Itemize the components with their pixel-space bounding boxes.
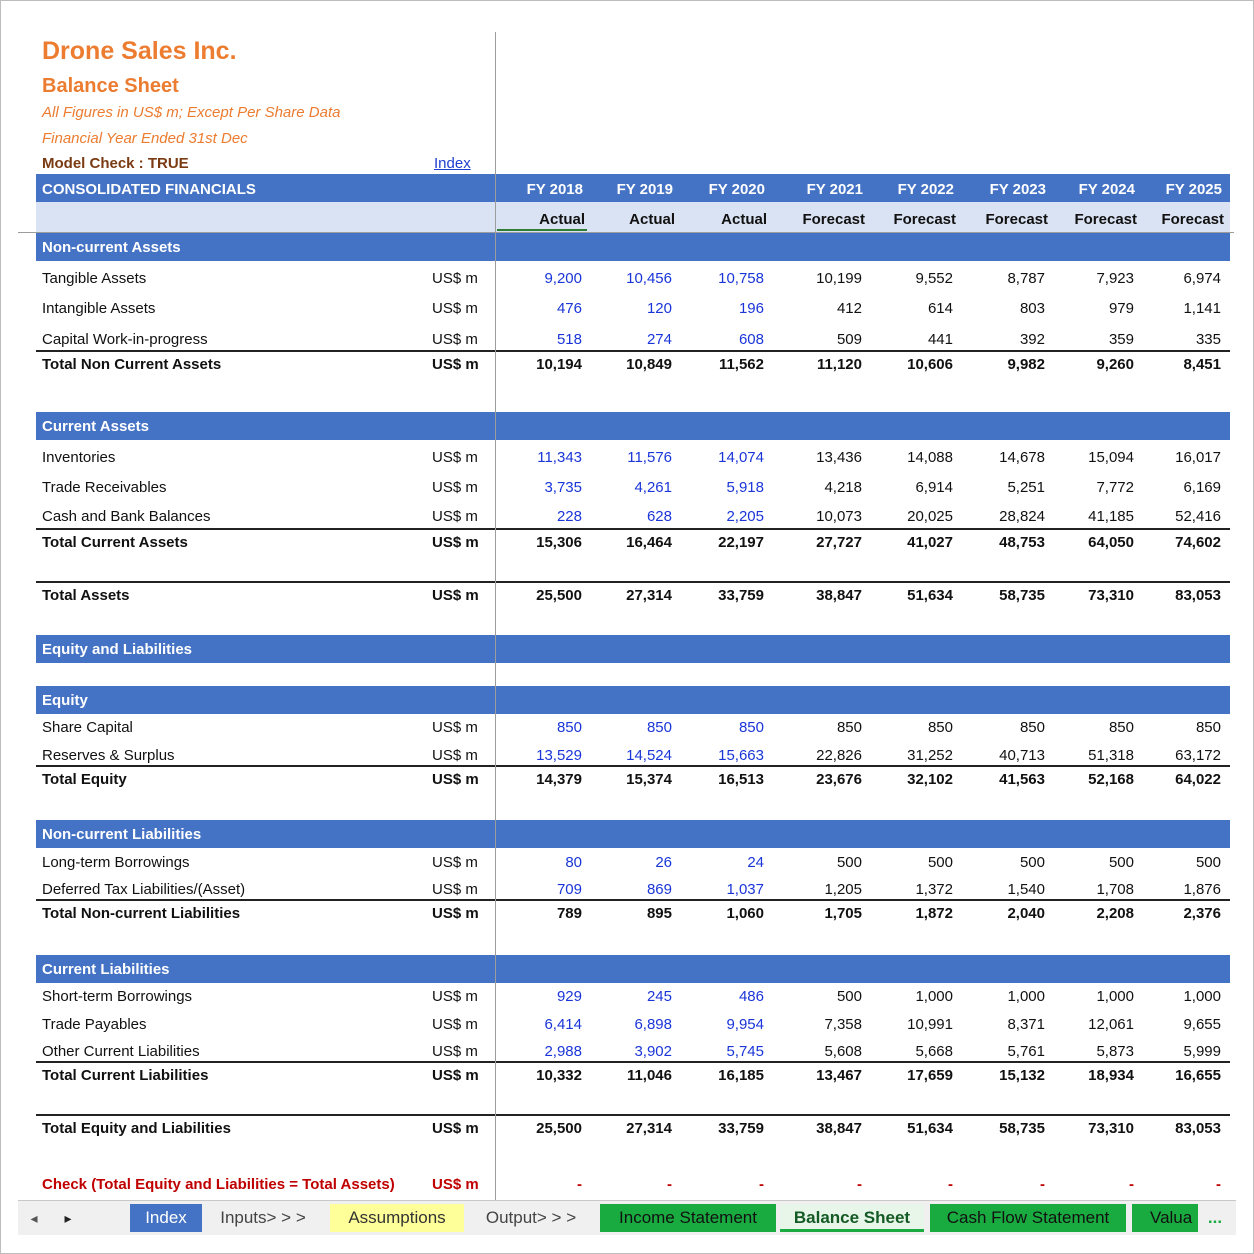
unit-label: US$ m: [432, 479, 478, 496]
value-cell[interactable]: 9,200: [544, 270, 582, 287]
period-type-header: Forecast: [802, 211, 865, 228]
value-cell[interactable]: 25,500: [536, 587, 582, 604]
value-cell[interactable]: 10,456: [626, 270, 672, 287]
unit-label: US$ m: [432, 1043, 478, 1060]
value-cell[interactable]: 929: [556, 988, 582, 1005]
value-cell[interactable]: 895: [646, 905, 672, 922]
value-cell[interactable]: 196: [738, 300, 764, 317]
value-cell[interactable]: 7,358: [824, 1016, 862, 1033]
value-cell[interactable]: 1,000: [1096, 988, 1134, 1005]
value-cell[interactable]: -: [857, 1176, 862, 1193]
period-type-header: Actual: [539, 211, 585, 228]
year-header: FY 2021: [806, 181, 863, 198]
value-cell[interactable]: 51,318: [1088, 747, 1134, 764]
value-cell[interactable]: 52,416: [1175, 508, 1221, 525]
next-sheet-icon[interactable]: ▸: [64, 1210, 72, 1226]
row-label: Cash and Bank Balances: [42, 508, 211, 525]
value-cell[interactable]: 17,659: [907, 1067, 953, 1084]
value-cell[interactable]: 64,022: [1175, 771, 1221, 788]
value-cell[interactable]: 850: [927, 719, 953, 736]
value-cell[interactable]: 500: [1195, 854, 1221, 871]
unit-label: US$ m: [432, 1176, 479, 1193]
total-row: [36, 899, 1230, 925]
row-label: Short-term Borrowings: [42, 988, 193, 1005]
value-cell[interactable]: 27,314: [626, 587, 672, 604]
value-cell[interactable]: 20,025: [907, 508, 953, 525]
value-cell[interactable]: 63,172: [1175, 747, 1221, 764]
unit-label: US$ m: [432, 905, 479, 922]
value-cell[interactable]: 83,053: [1175, 587, 1221, 604]
company-title: Drone Sales Inc.: [42, 37, 237, 65]
table-row: [36, 475, 1230, 499]
value-cell[interactable]: 12,061: [1088, 1016, 1134, 1033]
value-cell[interactable]: 335: [1195, 331, 1221, 348]
value-cell[interactable]: 16,655: [1175, 1067, 1221, 1084]
value-cell[interactable]: 476: [556, 300, 582, 317]
value-cell[interactable]: 803: [1019, 300, 1045, 317]
section-non-current-liabilities: [36, 820, 1230, 848]
unit-label: US$ m: [432, 587, 479, 604]
row-label: Total Equity: [42, 771, 127, 788]
row-label: Capital Work-in-progress: [42, 331, 208, 348]
value-cell[interactable]: 40,713: [999, 747, 1045, 764]
sheet-tab-bar: [18, 1200, 1236, 1235]
value-cell[interactable]: 850: [1019, 719, 1045, 736]
value-cell[interactable]: 10,332: [536, 1067, 582, 1084]
value-cell[interactable]: -: [1040, 1176, 1045, 1193]
row-label: Trade Payables: [42, 1016, 147, 1033]
value-cell[interactable]: 13,529: [536, 747, 582, 764]
value-cell[interactable]: 51,634: [907, 587, 953, 604]
value-cell[interactable]: 228: [556, 508, 582, 525]
value-cell[interactable]: -: [1216, 1176, 1221, 1193]
year-header: FY 2019: [616, 181, 673, 198]
value-cell[interactable]: 1,876: [1183, 881, 1221, 898]
value-cell[interactable]: 8,787: [1007, 270, 1045, 287]
value-cell[interactable]: 5,608: [824, 1043, 862, 1060]
value-cell[interactable]: 28,824: [999, 508, 1045, 525]
row-label: Trade Receivables: [42, 479, 167, 496]
value-cell[interactable]: 27,727: [816, 534, 862, 551]
value-cell[interactable]: 486: [738, 988, 764, 1005]
table-row: [36, 877, 1230, 901]
period-type-header: Forecast: [1161, 211, 1224, 228]
section-label: Equity: [42, 692, 88, 709]
row-label: Check (Total Equity and Liabilities = Total Assets): [42, 1176, 395, 1193]
value-cell[interactable]: 11,562: [718, 356, 764, 373]
value-cell[interactable]: 7,923: [1096, 270, 1134, 287]
value-cell[interactable]: 38,847: [816, 587, 862, 604]
section-equity: [36, 686, 1230, 714]
row-label: Total Current Assets: [42, 534, 188, 551]
value-cell[interactable]: 16,185: [718, 1067, 764, 1084]
value-cell[interactable]: 1,060: [726, 905, 764, 922]
period-type-header: Forecast: [1074, 211, 1137, 228]
unit-label: US$ m: [432, 449, 478, 466]
value-cell[interactable]: 500: [836, 854, 862, 871]
value-cell[interactable]: 31,252: [907, 747, 953, 764]
section-current-liabilities: [36, 955, 1230, 983]
row-label: Long-term Borrowings: [42, 854, 190, 871]
value-cell[interactable]: 51,634: [907, 1120, 953, 1137]
value-cell[interactable]: 16,464: [626, 534, 672, 551]
unit-label: US$ m: [432, 534, 479, 551]
value-cell[interactable]: 15,374: [626, 771, 672, 788]
value-cell[interactable]: 6,169: [1183, 479, 1221, 496]
value-cell[interactable]: 5,873: [1096, 1043, 1134, 1060]
year-header: FY 2024: [1078, 181, 1135, 198]
value-cell[interactable]: 15,094: [1088, 449, 1134, 466]
total-row: [36, 528, 1230, 554]
value-cell[interactable]: 614: [927, 300, 953, 317]
frozen-pane-divider: [495, 32, 496, 1200]
value-cell[interactable]: 10,991: [907, 1016, 953, 1033]
row-label: Inventories: [42, 449, 116, 466]
value-cell[interactable]: 15,663: [718, 747, 764, 764]
unit-label: US$ m: [432, 300, 478, 317]
value-cell[interactable]: 500: [927, 854, 953, 871]
value-cell[interactable]: 14,379: [536, 771, 582, 788]
value-cell[interactable]: 1,141: [1183, 300, 1221, 317]
value-cell[interactable]: 6,914: [915, 479, 953, 496]
section-label: Current Liabilities: [42, 961, 170, 978]
value-cell[interactable]: 5,745: [726, 1043, 764, 1060]
value-cell[interactable]: 979: [1108, 300, 1134, 317]
value-cell[interactable]: 2,988: [544, 1043, 582, 1060]
value-cell[interactable]: 2,376: [1183, 905, 1221, 922]
row-label: Intangible Assets: [42, 300, 156, 317]
value-cell[interactable]: 80: [565, 854, 582, 871]
value-cell[interactable]: 14,678: [999, 449, 1045, 466]
value-cell[interactable]: 33,759: [718, 587, 764, 604]
sheet-title: Balance Sheet: [42, 75, 179, 97]
prev-sheet-icon[interactable]: ◂: [30, 1210, 38, 1226]
row-label: Reserves & Surplus: [42, 747, 175, 764]
units-note: All Figures in US$ m; Except Per Share Data: [42, 104, 341, 121]
value-cell[interactable]: 850: [646, 719, 672, 736]
value-cell[interactable]: 26: [655, 854, 672, 871]
value-cell[interactable]: 274: [646, 331, 672, 348]
value-cell[interactable]: 24: [747, 854, 764, 871]
value-cell[interactable]: 11,046: [626, 1067, 672, 1084]
value-cell[interactable]: 74,602: [1175, 534, 1221, 551]
value-cell[interactable]: 9,655: [1183, 1016, 1221, 1033]
year-header: FY 2022: [897, 181, 954, 198]
value-cell[interactable]: 850: [556, 719, 582, 736]
unit-label: US$ m: [432, 1016, 478, 1033]
period-type-header: Forecast: [893, 211, 956, 228]
value-cell[interactable]: 8,451: [1183, 356, 1221, 373]
value-cell[interactable]: 33,759: [718, 1120, 764, 1137]
total-row: [36, 765, 1230, 791]
value-cell[interactable]: 608: [738, 331, 764, 348]
unit-label: US$ m: [432, 771, 479, 788]
value-cell[interactable]: 8,371: [1007, 1016, 1045, 1033]
value-cell[interactable]: 10,849: [626, 356, 672, 373]
value-cell[interactable]: 10,606: [907, 356, 953, 373]
row-label: Total Non-current Liabilities: [42, 905, 241, 922]
value-cell[interactable]: 9,954: [726, 1016, 764, 1033]
value-cell[interactable]: 14,088: [907, 449, 953, 466]
row-label: Share Capital: [42, 719, 133, 736]
row-label: Total Equity and Liabilities: [42, 1120, 231, 1137]
value-cell[interactable]: 48,753: [999, 534, 1045, 551]
value-cell[interactable]: 245: [646, 988, 672, 1005]
value-cell[interactable]: 850: [1195, 719, 1221, 736]
unit-label: US$ m: [432, 331, 478, 348]
value-cell[interactable]: -: [948, 1176, 953, 1193]
value-cell[interactable]: 441: [927, 331, 953, 348]
selected-cell-underline: [497, 229, 587, 231]
period-type-header: Actual: [721, 211, 767, 228]
row-label: Deferred Tax Liabilities/(Asset): [42, 881, 246, 898]
value-cell[interactable]: 4,261: [634, 479, 672, 496]
value-cell[interactable]: 11,343: [537, 449, 582, 466]
value-cell[interactable]: 9,260: [1096, 356, 1134, 373]
value-cell[interactable]: 10,073: [816, 508, 862, 525]
value-cell[interactable]: 850: [738, 719, 764, 736]
section-label: Non-current Liabilities: [42, 826, 202, 843]
value-cell[interactable]: 13,436: [816, 449, 862, 466]
value-cell[interactable]: 1,000: [1007, 988, 1045, 1005]
value-cell[interactable]: 500: [836, 988, 862, 1005]
value-cell[interactable]: 359: [1108, 331, 1134, 348]
value-cell[interactable]: 1,372: [915, 881, 953, 898]
value-cell[interactable]: 73,310: [1088, 587, 1134, 604]
value-cell[interactable]: -: [667, 1176, 672, 1193]
value-cell[interactable]: 2,040: [1007, 905, 1045, 922]
fiscal-year-note: Financial Year Ended 31st Dec: [42, 130, 248, 147]
row-label: Total Assets: [42, 587, 130, 604]
value-cell[interactable]: 500: [1019, 854, 1045, 871]
unit-label: US$ m: [432, 854, 478, 871]
unit-label: US$ m: [432, 881, 478, 898]
row-label: Total Non Current Assets: [42, 356, 222, 373]
tab-inputs[interactable]: Inputs> > >: [220, 1208, 306, 1227]
value-cell[interactable]: 709: [556, 881, 582, 898]
value-cell[interactable]: 1,705: [824, 905, 862, 922]
value-cell[interactable]: 10,199: [816, 270, 862, 287]
unit-label: US$ m: [432, 508, 478, 525]
year-header: FY 2020: [708, 181, 765, 198]
value-cell[interactable]: 64,050: [1088, 534, 1134, 551]
value-cell[interactable]: 789: [556, 905, 582, 922]
value-cell[interactable]: 1,037: [726, 881, 764, 898]
value-cell[interactable]: -: [577, 1176, 582, 1193]
table-row: [36, 1039, 1230, 1063]
year-header: FY 2018: [526, 181, 583, 198]
table-row: [36, 445, 1230, 469]
value-cell[interactable]: 25,500: [536, 1120, 582, 1137]
table-row: [36, 850, 1230, 874]
value-cell[interactable]: 41,027: [907, 534, 953, 551]
value-cell[interactable]: -: [1129, 1176, 1134, 1193]
tab-balance-sheet[interactable]: Balance Sheet: [780, 1204, 924, 1232]
value-cell[interactable]: 4,218: [824, 479, 862, 496]
table-row: [36, 504, 1230, 528]
value-cell[interactable]: 5,251: [1007, 479, 1045, 496]
value-cell[interactable]: 509: [836, 331, 862, 348]
tab-income-statement[interactable]: Income Statement: [600, 1204, 776, 1232]
tab-index[interactable]: Index: [130, 1204, 202, 1232]
value-cell[interactable]: -: [759, 1176, 764, 1193]
section-equity-and-liabilities: [36, 635, 1230, 663]
table-row: [36, 296, 1230, 320]
value-cell[interactable]: 5,761: [1007, 1043, 1045, 1060]
value-cell[interactable]: 6,414: [544, 1016, 582, 1033]
value-cell[interactable]: 73,310: [1088, 1120, 1134, 1137]
value-cell[interactable]: 15,306: [536, 534, 582, 551]
value-cell[interactable]: 5,668: [915, 1043, 953, 1060]
value-cell[interactable]: 10,194: [536, 356, 582, 373]
value-cell[interactable]: 10,758: [718, 270, 764, 287]
value-cell[interactable]: 1,540: [1007, 881, 1045, 898]
value-cell[interactable]: 5,918: [726, 479, 764, 496]
value-cell[interactable]: 1,000: [1183, 988, 1221, 1005]
value-cell[interactable]: 14,074: [718, 449, 764, 466]
value-cell[interactable]: 22,197: [718, 534, 764, 551]
value-cell[interactable]: 120: [646, 300, 672, 317]
unit-label: US$ m: [432, 988, 478, 1005]
value-cell[interactable]: 2,205: [726, 508, 764, 525]
value-cell[interactable]: 14,524: [626, 747, 672, 764]
value-cell[interactable]: 518: [556, 331, 582, 348]
value-cell[interactable]: 412: [836, 300, 862, 317]
value-cell[interactable]: 9,552: [915, 270, 953, 287]
value-cell[interactable]: 500: [1108, 854, 1134, 871]
section-label: Non-current Assets: [42, 239, 181, 256]
table-row: [36, 1012, 1230, 1036]
total-row: [36, 350, 1230, 376]
value-cell[interactable]: 1,872: [915, 905, 953, 922]
section-label: Current Assets: [42, 418, 149, 435]
total-row: [36, 1114, 1230, 1140]
tab-cash-flow-statement[interactable]: Cash Flow Statement: [930, 1204, 1126, 1232]
unit-label: US$ m: [432, 1067, 479, 1084]
value-cell[interactable]: 32,102: [907, 771, 953, 788]
value-cell[interactable]: 628: [646, 508, 672, 525]
unit-label: US$ m: [432, 1120, 479, 1137]
index-link[interactable]: Index: [434, 155, 471, 172]
unit-label: US$ m: [432, 270, 478, 287]
value-cell[interactable]: 11,576: [627, 449, 672, 466]
value-cell[interactable]: 38,847: [816, 1120, 862, 1137]
value-cell[interactable]: 58,735: [999, 1120, 1045, 1137]
value-cell[interactable]: 18,934: [1088, 1067, 1134, 1084]
section-label: Equity and Liabilities: [42, 641, 193, 658]
table-row: [36, 743, 1230, 767]
value-cell[interactable]: 3,735: [544, 479, 582, 496]
value-cell[interactable]: 83,053: [1175, 1120, 1221, 1137]
more-tabs-icon[interactable]: ...: [1207, 1208, 1223, 1227]
total-row: [36, 581, 1230, 607]
value-cell[interactable]: 58,735: [999, 587, 1045, 604]
model-check: Model Check : TRUE: [42, 155, 189, 172]
table-row: [36, 984, 1230, 1008]
unit-label: US$ m: [432, 719, 478, 736]
value-cell[interactable]: 9,982: [1007, 356, 1045, 373]
value-cell[interactable]: 2,208: [1096, 905, 1134, 922]
section-non-current-assets: [36, 233, 1230, 261]
row-label: Other Current Liabilities: [42, 1043, 200, 1060]
value-cell[interactable]: 41,563: [999, 771, 1045, 788]
row-label: Tangible Assets: [42, 270, 147, 287]
value-cell[interactable]: 392: [1019, 331, 1045, 348]
unit-label: US$ m: [432, 747, 478, 764]
table-row: [36, 327, 1230, 351]
year-header: FY 2023: [989, 181, 1046, 198]
table-row: [36, 266, 1230, 290]
value-cell[interactable]: 869: [646, 881, 672, 898]
table-row: [36, 715, 1230, 739]
period-type-header: Forecast: [985, 211, 1048, 228]
tab-assumptions[interactable]: Assumptions: [330, 1204, 464, 1232]
value-cell[interactable]: 16,513: [718, 771, 764, 788]
value-cell[interactable]: 11,120: [816, 356, 862, 373]
value-cell[interactable]: 22,826: [816, 747, 862, 764]
value-cell[interactable]: 1,000: [915, 988, 953, 1005]
value-cell[interactable]: 16,017: [1175, 449, 1221, 466]
value-cell[interactable]: 850: [1108, 719, 1134, 736]
year-header: FY 2025: [1165, 181, 1222, 198]
consolidated-financials-label: CONSOLIDATED FINANCIALS: [42, 181, 256, 198]
value-cell[interactable]: 52,168: [1088, 771, 1134, 788]
value-cell[interactable]: 5,999: [1183, 1043, 1221, 1060]
tab-output[interactable]: Output> > >: [485, 1208, 577, 1227]
value-cell[interactable]: 27,314: [626, 1120, 672, 1137]
section-current-assets: [36, 412, 1230, 440]
tab-valuation[interactable]: Valua: [1132, 1204, 1198, 1232]
value-cell[interactable]: 41,185: [1088, 508, 1134, 525]
value-cell[interactable]: 13,467: [816, 1067, 862, 1084]
value-cell[interactable]: 1,708: [1096, 881, 1134, 898]
value-cell[interactable]: 1,205: [824, 881, 862, 898]
period-type-header: Actual: [629, 211, 675, 228]
unit-label: US$ m: [432, 356, 479, 373]
value-cell[interactable]: 23,676: [816, 771, 862, 788]
value-cell[interactable]: 6,898: [634, 1016, 672, 1033]
row-label: Total Current Liabilities: [42, 1067, 209, 1084]
value-cell[interactable]: 3,902: [634, 1043, 672, 1060]
check-row: [36, 1172, 1230, 1196]
value-cell[interactable]: 7,772: [1096, 479, 1134, 496]
value-cell[interactable]: 850: [836, 719, 862, 736]
value-cell[interactable]: 6,974: [1183, 270, 1221, 287]
total-row: [36, 1061, 1230, 1087]
value-cell[interactable]: 15,132: [999, 1067, 1045, 1084]
